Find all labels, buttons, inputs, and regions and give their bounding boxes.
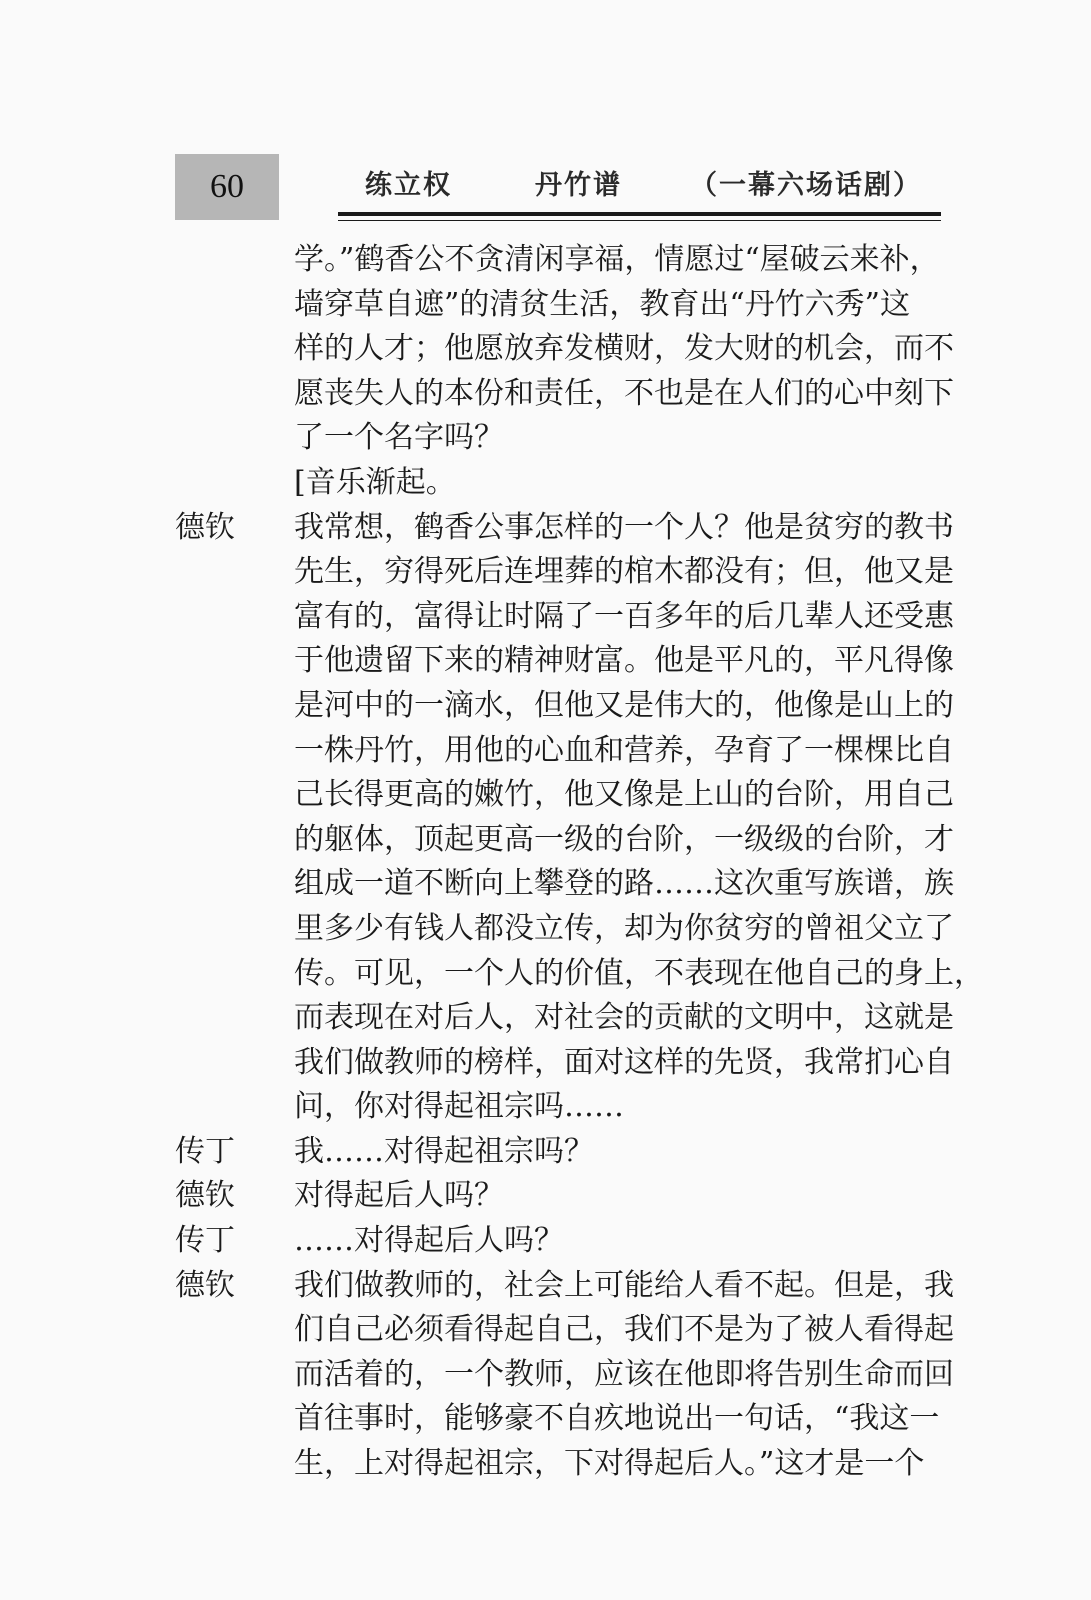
- speaker-name: 德钦: [175, 509, 235, 545]
- text-line: 一株丹竹，用他的心血和营养，孕育了一棵棵比自: [294, 732, 954, 768]
- text-line: 墙穿草自遮”的清贫生活，教育出“丹竹六秀”这: [294, 286, 911, 322]
- running-header-title: 丹竹谱: [535, 170, 622, 201]
- text-line: 的躯体，顶起更高一级的台阶，一级级的台阶，才: [294, 821, 954, 857]
- speaker-name: 传丁: [175, 1133, 235, 1169]
- dialogue-block: [175, 238, 954, 506]
- text-line: 对得起后人吗？: [294, 1178, 504, 1214]
- script-body: [175, 238, 984, 1487]
- dialogue-text: [294, 1264, 954, 1487]
- speaker-name: 传丁: [175, 1223, 235, 1259]
- dialogue-text: [294, 1130, 945, 1175]
- header-rule-thin: [338, 220, 941, 221]
- text-line: 而表现在对后人，对社会的贡献的文明中，这就是: [294, 1000, 954, 1036]
- text-line: 富有的，富得让时隔了一百多年的后几辈人还受惠: [294, 598, 954, 634]
- page-number-box: [175, 154, 279, 220]
- page-number: 60: [210, 168, 244, 205]
- text-line: 我们做教师的，社会上可能给人看不起。但是，我: [294, 1267, 954, 1303]
- text-line: 愿丧失人的本份和责任，不也是在人们的心中刻下: [294, 375, 954, 411]
- speaker-name: 德钦: [175, 1178, 235, 1214]
- text-line: 我常想，鹤香公事怎样的一个人？他是贫穷的教书: [294, 509, 954, 545]
- dialogue-block: [175, 1219, 945, 1264]
- dialogue-block: [175, 1174, 945, 1219]
- text-line: 首往事时，能够豪不自疚地说出一句话，“我这一: [294, 1401, 940, 1437]
- text-line: 问，你对得起祖宗吗……: [294, 1089, 624, 1125]
- text-line: 我们做教师的榜样，面对这样的先贤，我常扪心自: [294, 1044, 954, 1080]
- dialogue-text: [294, 1219, 945, 1264]
- dialogue-text: [294, 1174, 945, 1219]
- text-line: 生，上对得起祖宗，下对得起后人。”这才是一个: [294, 1446, 925, 1482]
- text-line: 学。”鹤香公不贪清闲享福，情愿过“屋破云来补，: [294, 242, 940, 277]
- text-line: 们自己必须看得起自己，我们不是为了被人看得起: [294, 1312, 954, 1348]
- running-header-genre: （一幕六场话剧）: [690, 170, 922, 201]
- speaker-name: 德钦: [175, 1267, 235, 1303]
- running-header-author: 练立权: [365, 170, 452, 201]
- text-line: 于他遗留下来的精神财富。他是平凡的，平凡得像: [294, 643, 954, 679]
- text-line: 组成一道不断向上攀登的路……这次重写族谱，族: [294, 866, 954, 902]
- dialogue-block: [175, 1264, 954, 1487]
- text-line: 我……对得起祖宗吗？: [294, 1133, 594, 1169]
- dialogue-text: [294, 238, 954, 506]
- text-line: [音乐渐起。: [294, 464, 456, 500]
- text-line: 了一个名字吗？: [294, 420, 504, 456]
- dialogue-block: [175, 1130, 945, 1175]
- dialogue-text: [294, 506, 984, 1130]
- dialogue-block: [175, 506, 984, 1130]
- text-line: 是河中的一滴水，但他又是伟大的，他像是山上的: [294, 687, 954, 723]
- header-rule-thick: [338, 212, 941, 216]
- text-line: ……对得起后人吗？: [294, 1223, 564, 1259]
- text-line: 里多少有钱人都没立传，却为你贫穷的曾祖父立了: [294, 910, 954, 946]
- text-line: 己长得更高的嫩竹，他又像是上山的台阶，用自己: [294, 777, 954, 813]
- text-line: 传。可见，一个人的价值，不表现在他自己的身上，: [294, 955, 984, 991]
- text-line: 而活着的，一个教师，应该在他即将告别生命而回: [294, 1356, 954, 1392]
- text-line: 先生，穷得死后连埋葬的棺木都没有；但，他又是: [294, 554, 954, 590]
- text-line: 样的人才；他愿放弃发横财，发大财的机会，而不: [294, 331, 954, 367]
